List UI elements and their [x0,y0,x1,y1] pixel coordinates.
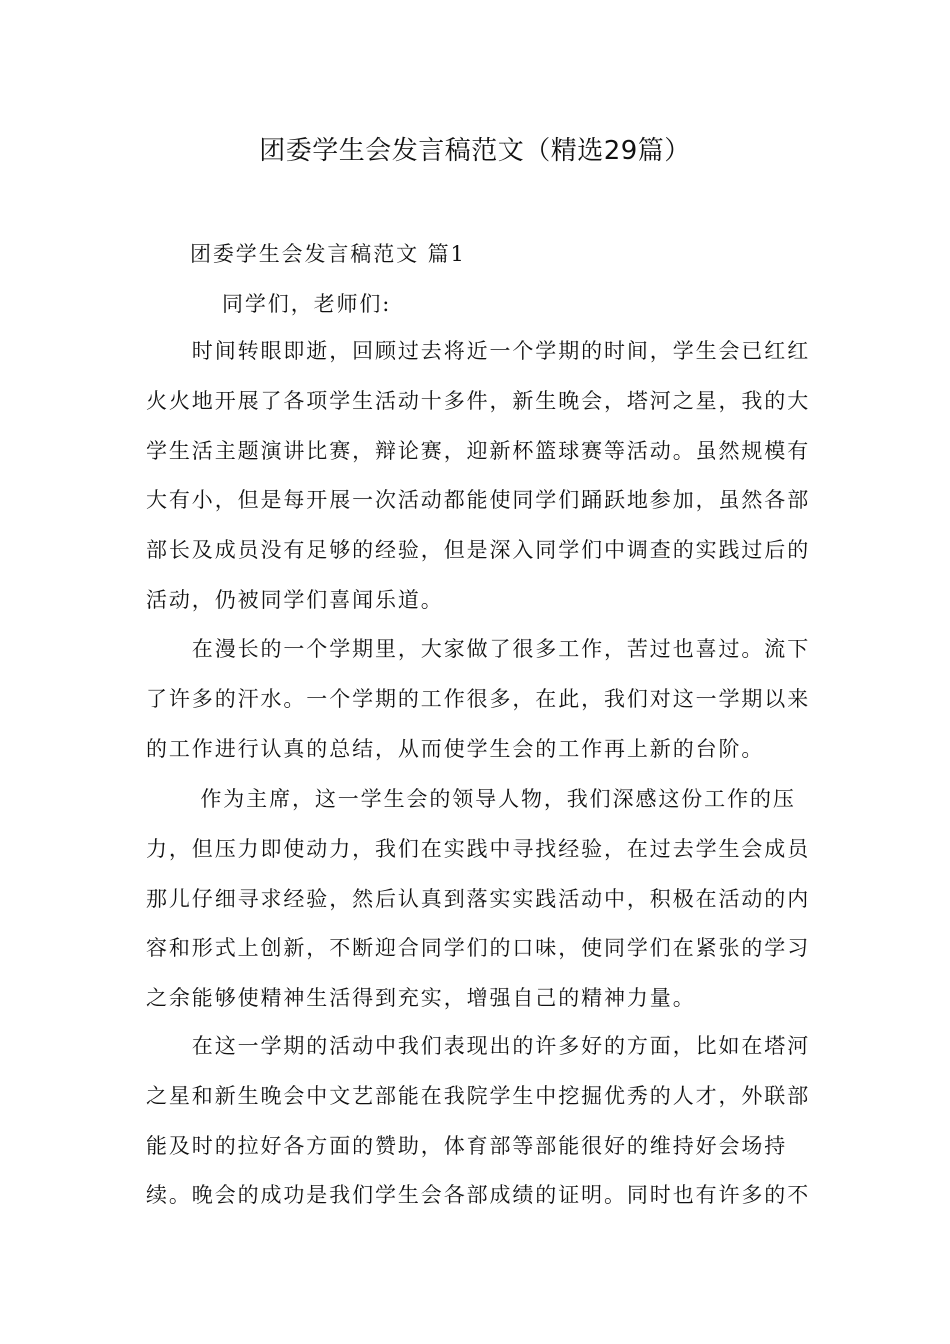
paragraph-line: 火火地开展了各项学生活动十多件，新生晚会，塔河之星，我的大 [146,388,811,413]
paragraph-3 [146,775,810,1024]
paragraph-line: 部长及成员没有足够的经验，但是深入同学们中调查的实践过后的 [146,538,811,563]
paragraph-line: 之余能够使精神生活得到充实，增强自己的精神力量。 [146,986,696,1011]
paragraph-line: 能及时的拉好各方面的赞助，体育部等部能很好的维持好会场持 [146,1133,788,1158]
paragraph-line: 续。晚会的成功是我们学生会各部成绩的证明。同时也有许多的不 [146,1183,811,1208]
paragraph-line: 容和形式上创新，不断迎合同学们的口味，使同学们在紧张的学习 [146,936,811,961]
paragraph-line: 作为主席，这一学生会的领导人物，我们深感这份工作的压 [146,787,796,811]
greeting-line: 同学们，老师们: [222,292,392,316]
paragraph-line: 了许多的汗水。一个学期的工作很多，在此，我们对这一学期以来 [146,686,811,711]
paragraph-line: 在漫长的一个学期里，大家做了很多工作，苦过也喜过。流下 [146,637,811,661]
document-title: 团委学生会发言稿范文（精选29篇） [259,136,691,166]
paragraph-1 [146,327,810,626]
paragraph-line: 大有小，但是每开展一次活动都能使同学们踊跃地参加，虽然各部 [146,488,811,513]
paragraph-line: 在这一学期的活动中我们表现出的许多好的方面，比如在塔河 [146,1034,811,1058]
paragraph-line: 活动，仍被同学们喜闻乐道。 [146,587,444,612]
paragraph-line: 时间转眼即逝，回顾过去将近一个学期的时间，学生会已红红 [146,339,811,363]
paragraph-line: 学生活主题演讲比赛，辩论赛，迎新杯篮球赛等活动。虽然规模有 [146,438,811,463]
paragraph-2 [146,625,810,774]
paragraph-4 [146,1022,810,1221]
paragraph-line: 力，但压力即使动力，我们在实践中寻找经验，在过去学生会成员 [146,836,811,861]
paragraph-line: 的工作进行认真的总结，从而使学生会的工作再上新的台阶。 [146,736,765,761]
paragraph-line: 那儿仔细寻求经验，然后认真到落实实践活动中，积极在活动的内 [146,886,811,911]
section-heading: 团委学生会发言稿范文 篇1 [190,242,466,266]
paragraph-line: 之星和新生晚会中文艺部能在我院学生中挖掘优秀的人才，外联部 [146,1083,811,1108]
